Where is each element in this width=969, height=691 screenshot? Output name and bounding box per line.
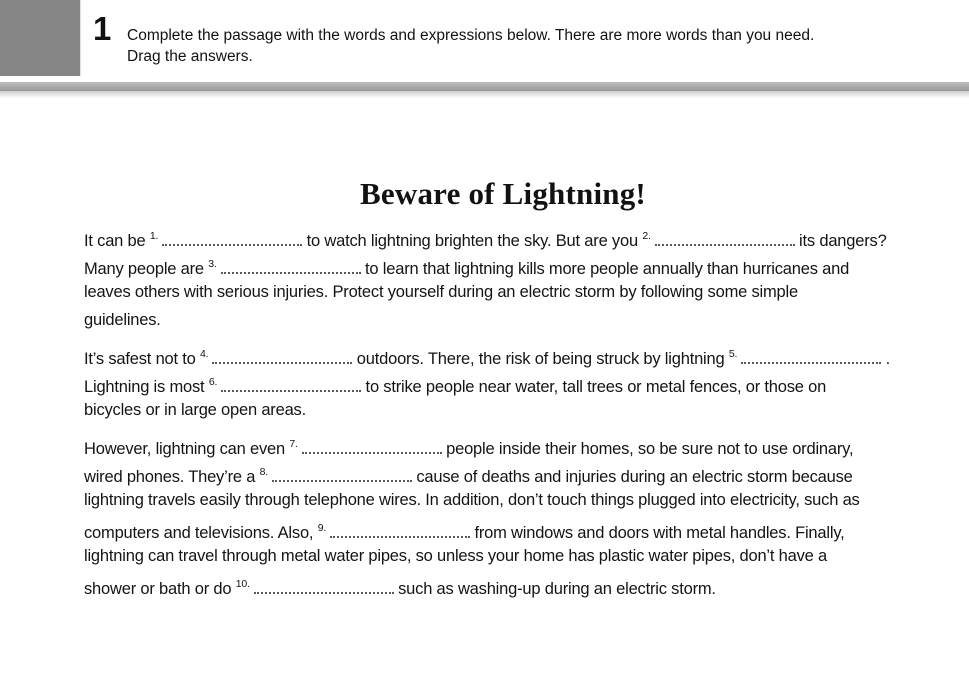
exercise-instructions xyxy=(127,25,937,67)
blank-number-7: 7. xyxy=(289,438,298,450)
divider-bar xyxy=(0,82,969,91)
passage-text: shower or bath or do xyxy=(84,580,236,598)
passage-text: It’s safest not to xyxy=(84,350,201,368)
passage-text: leaves others with serious injuries. Protect yourself during an electric storm by following some simple xyxy=(84,283,798,301)
passage-line xyxy=(84,250,964,278)
answer-blank-9[interactable] xyxy=(330,524,470,538)
answer-blank-10[interactable] xyxy=(254,580,394,594)
passage-text: to watch lightning brighten the sky. But are you xyxy=(302,232,643,250)
blank-number-8: 8. xyxy=(259,466,268,478)
answer-blank-5[interactable] xyxy=(741,350,881,364)
corner-tab xyxy=(0,0,80,76)
passage-text: lightning travels easily through telephone wires. In addition, don’t touch things plugged into electricity, such as xyxy=(84,491,860,509)
passage-line xyxy=(84,514,964,542)
passage-text: its dangers? xyxy=(794,232,887,250)
passage-line xyxy=(84,486,964,514)
answer-blank-3[interactable] xyxy=(221,260,361,274)
passage-line xyxy=(84,368,964,396)
answer-blank-8[interactable] xyxy=(272,468,412,482)
passage-text: outdoors. There, the risk of being struck by lightning xyxy=(352,350,729,368)
passage-text: wired phones. They’re a xyxy=(84,468,260,486)
passage-line xyxy=(84,278,964,306)
passage-line xyxy=(84,458,964,486)
instruction-line-1: Complete the passage with the words and expressions below. There are more words than you need. xyxy=(127,27,815,44)
answer-blank-1[interactable] xyxy=(162,232,302,246)
passage-line xyxy=(84,396,964,424)
exercise-number: 1 xyxy=(93,10,111,47)
passage-text: cause of deaths and injuries during an electric storm because xyxy=(411,468,853,486)
paragraph-2 xyxy=(84,340,964,424)
passage-text: computers and televisions. Also, xyxy=(84,524,318,542)
answer-blank-7[interactable] xyxy=(302,440,442,454)
passage-text: It can be xyxy=(84,232,150,250)
passage-text: However, lightning can even xyxy=(84,440,290,458)
divider-bar-shadow xyxy=(0,91,969,98)
passage-line xyxy=(84,222,964,250)
passage-text: to learn that lightning kills more people annually than hurricanes and xyxy=(360,260,850,278)
blank-number-10: 10. xyxy=(235,578,250,590)
paragraph-3 xyxy=(84,430,964,598)
passage-line xyxy=(84,570,964,598)
answer-blank-4[interactable] xyxy=(212,350,352,364)
passage-text: from windows and doors with metal handles. Finally, xyxy=(470,524,845,542)
passage-line xyxy=(84,306,964,334)
passage-text: Lightning is most xyxy=(84,378,209,396)
blank-number-5: 5. xyxy=(728,348,738,360)
blank-number-6: 6. xyxy=(208,376,218,388)
blank-number-9: 9. xyxy=(317,522,327,534)
passage-line xyxy=(84,542,964,570)
paragraph-1 xyxy=(84,222,964,334)
passage-text: lightning can travel through metal water pipes, so unless your home has plastic water pipes, don’t have a xyxy=(84,547,828,565)
passage-text: guidelines. xyxy=(84,311,161,329)
passage-text: people inside their homes, so be sure not to use ordinary, xyxy=(441,440,854,458)
passage-line xyxy=(84,340,964,368)
blank-number-2: 2. xyxy=(642,230,651,242)
passage-title: Beware of Lightning! xyxy=(360,176,646,211)
passage-text: bicycles or in large open areas. xyxy=(84,401,306,419)
blank-number-4: 4. xyxy=(200,348,209,360)
instruction-line-2: Drag the answers. xyxy=(127,48,253,65)
passage-text: such as washing-up during an electric storm. xyxy=(393,580,716,598)
answer-blank-2[interactable] xyxy=(655,232,795,246)
passage-body xyxy=(84,222,964,604)
passage-text: Many people are xyxy=(84,260,209,278)
answer-blank-6[interactable] xyxy=(221,378,361,392)
blank-number-1: 1. xyxy=(149,230,159,242)
passage-line xyxy=(84,430,964,458)
blank-number-3: 3. xyxy=(208,258,217,270)
passage-text: . xyxy=(881,350,891,368)
passage-text: to strike people near water, tall trees or metal fences, or those on xyxy=(361,378,827,396)
